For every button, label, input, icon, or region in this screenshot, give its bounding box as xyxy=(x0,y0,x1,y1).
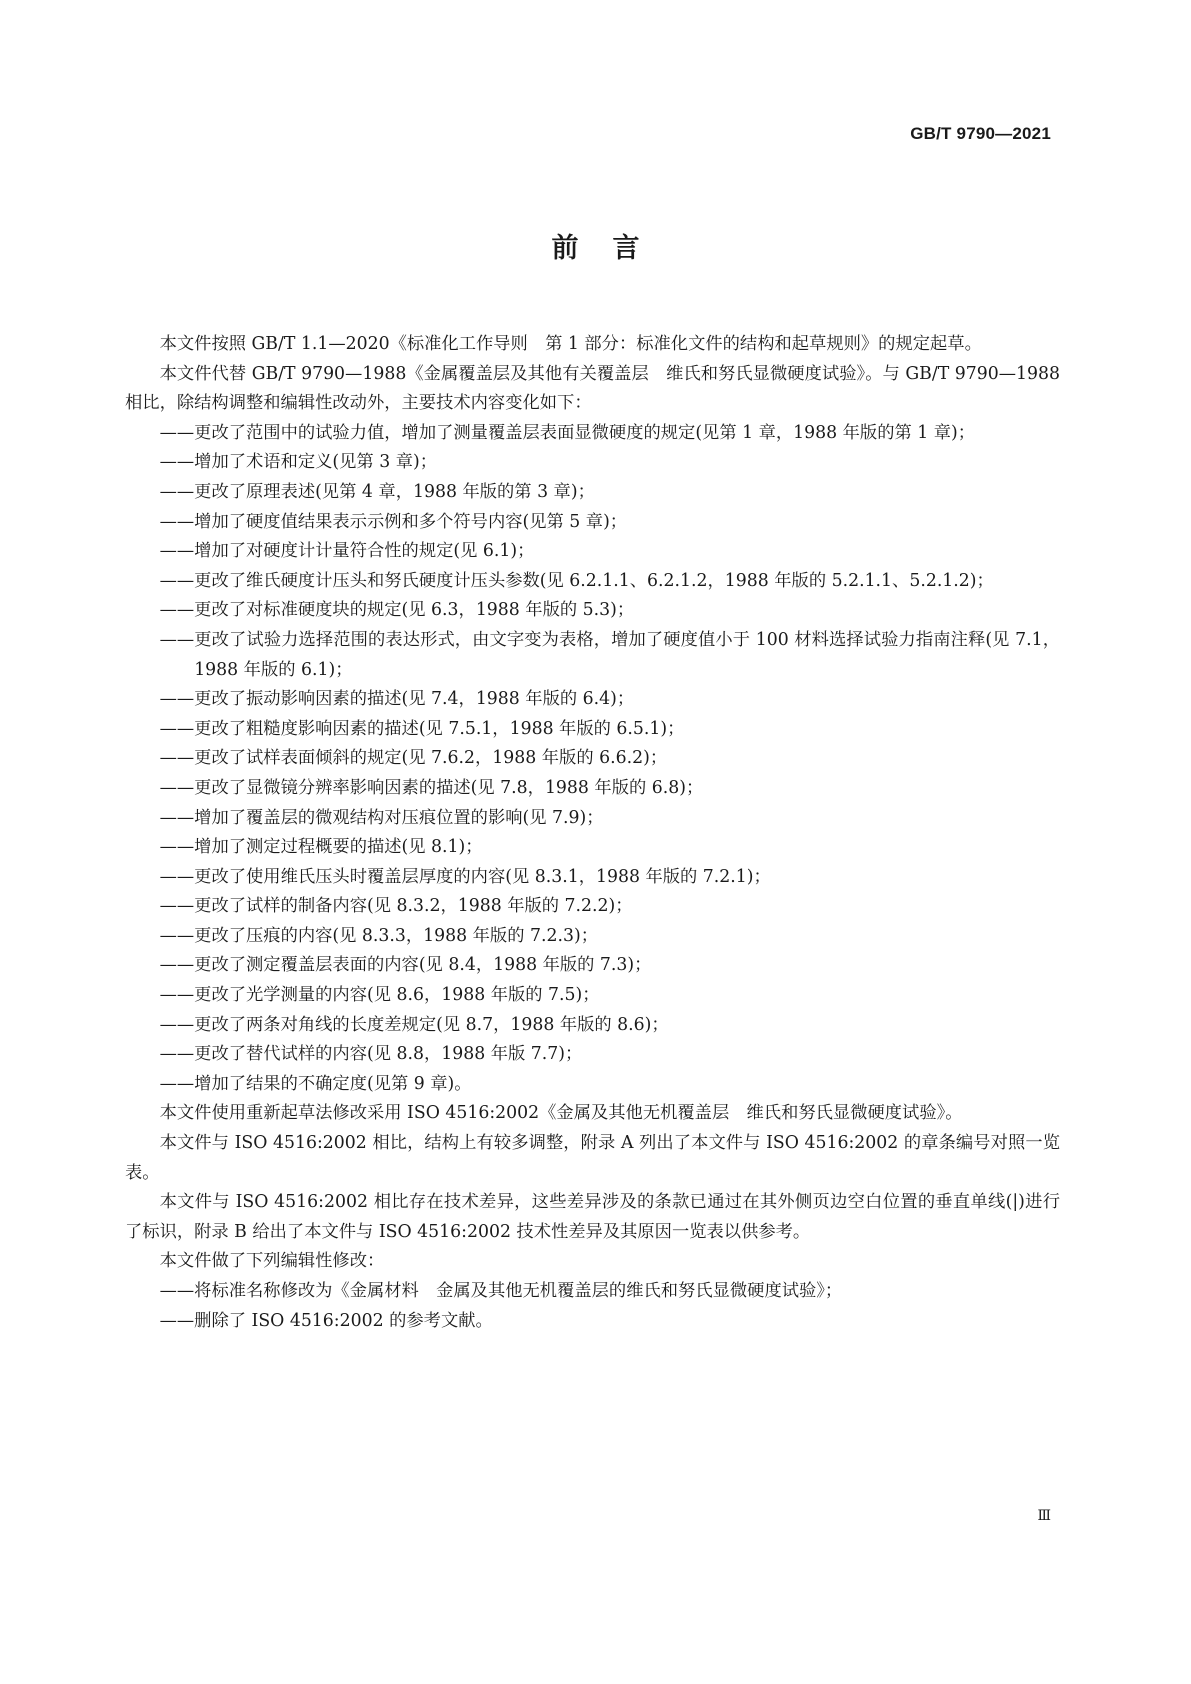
list-item: ——增加了测定过程概要的描述(见 8.1)； xyxy=(159,837,483,858)
list-item: ——更改了试样表面倾斜的规定(见 7.6.2，1988 年版的 6.6.2)； xyxy=(159,748,668,769)
list-item: ——增加了覆盖层的微观结构对压痕位置的影响(见 7.9)； xyxy=(159,807,604,828)
page-number: Ⅲ xyxy=(1037,1508,1051,1524)
list-item: ——将标准名称修改为《金属材料 金属及其他无机覆盖层的维氏和努氏显微硬度试验》； xyxy=(159,1281,843,1301)
paragraph-structure-comparison: 本文件与 ISO 4516:2002 相比，结构上有较多调整，附录 A 列出了本文件与 ISO 4516:2002 的章条编号对照一览表。 xyxy=(125,1133,1060,1183)
paragraph-drafting-rules: 本文件按照 GB/T 1.1—2020《标准化工作导则 第 1 部分：标准化文件的结构和起草规则》的规定起草。 xyxy=(159,334,982,354)
list-item: ——增加了术语和定义(见第 3 章)； xyxy=(159,452,437,473)
document-code: GB/T 9790—2021 xyxy=(910,124,1051,143)
list-item: ——更改了振动影响因素的描述(见 7.4，1988 年版的 6.4)； xyxy=(159,689,635,710)
paragraph-adoption: 本文件使用重新起草法修改采用 ISO 4516:2002《金属及其他无机覆盖层 维氏和努氏显微硬度试验》。 xyxy=(159,1103,963,1124)
list-item: ——更改了粗糙度影响因素的描述(见 7.5.1，1988 年版的 6.5.1)； xyxy=(159,718,685,739)
list-item: ——更改了光学测量的内容(见 8.6，1988 年版的 7.5)； xyxy=(159,985,600,1006)
list-item: ——更改了试验力选择范围的表达形式，由文字变为表格，增加了硬度值小于 100 材料选择试验力指南注释(见 7.1，1988 年版的 6.1)； xyxy=(159,629,1060,680)
list-item: ——更改了两条对角线的长度差规定(见 8.7，1988 年版的 8.6)； xyxy=(159,1014,669,1035)
technical-changes-list xyxy=(125,419,1060,1100)
list-item: ——增加了对硬度计计量符合性的规定(见 6.1)； xyxy=(159,541,535,562)
list-item: ——更改了试样的制备内容(见 8.3.2，1988 年版的 7.2.2)； xyxy=(159,896,633,917)
list-item: ——更改了维氏硬度计压头和努氏硬度计压头参数(见 6.2.1.1、6.2.1.2，1988 年版的 5.2.1.1、5.2.1.2)； xyxy=(159,570,994,591)
page-title: 前言 xyxy=(551,233,674,264)
list-item: ——更改了原理表述(见第 4 章，1988 年版的第 3 章)； xyxy=(159,481,595,502)
paragraph-replacement: 本文件代替 GB/T 9790—1988《金属覆盖层及其他有关覆盖层 维氏和努氏显微硬度试验》。与 GB/T 9790—1988 相比，除结构调整和编辑性改动外，主要技术内容变化如下： xyxy=(125,363,1060,414)
paragraph-editorial-intro: 本文件做了下列编辑性修改： xyxy=(159,1251,385,1272)
list-item: ——更改了测定覆盖层表面的内容(见 8.4，1988 年版的 7.3)； xyxy=(159,955,652,976)
paragraph-technical-differences: 本文件与 ISO 4516:2002 相比存在技术差异，这些差异涉及的条款已通过在其外侧页边空白位置的垂直单线(|)进行了标识，附录 B 给出了本文件与 ISO 4516:2002 技术性差异及其原因一览表以供参考。 xyxy=(125,1192,1060,1242)
editorial-changes-list xyxy=(125,1277,1060,1336)
list-item: ——删除了 ISO 4516:2002 的参考文献。 xyxy=(159,1310,493,1331)
list-item: ——增加了结果的不确定度(见第 9 章)。 xyxy=(159,1073,472,1094)
list-item: ——更改了显微镜分辨率影响因素的描述(见 7.8，1988 年版的 6.8)； xyxy=(159,777,704,798)
list-item: ——更改了替代试样的内容(见 8.8，1988 年版 7.7)； xyxy=(159,1044,583,1065)
list-item: ——更改了压痕的内容(见 8.3.3，1988 年版的 7.2.3)； xyxy=(159,925,598,946)
list-item: ——更改了对标准硬度块的规定(见 6.3，1988 年版的 5.3)； xyxy=(159,600,635,621)
list-item: ——增加了硬度值结果表示示例和多个符号内容(见第 5 章)； xyxy=(159,511,628,532)
list-item: ——更改了范围中的试验力值，增加了测量覆盖层表面显微硬度的规定(见第 1 章，1988 年版的第 1 章)； xyxy=(159,422,976,443)
list-item: ——更改了使用维氏压头时覆盖层厚度的内容(见 8.3.1，1988 年版的 7.2.1)； xyxy=(159,866,771,887)
foreword-body xyxy=(125,330,1060,1336)
